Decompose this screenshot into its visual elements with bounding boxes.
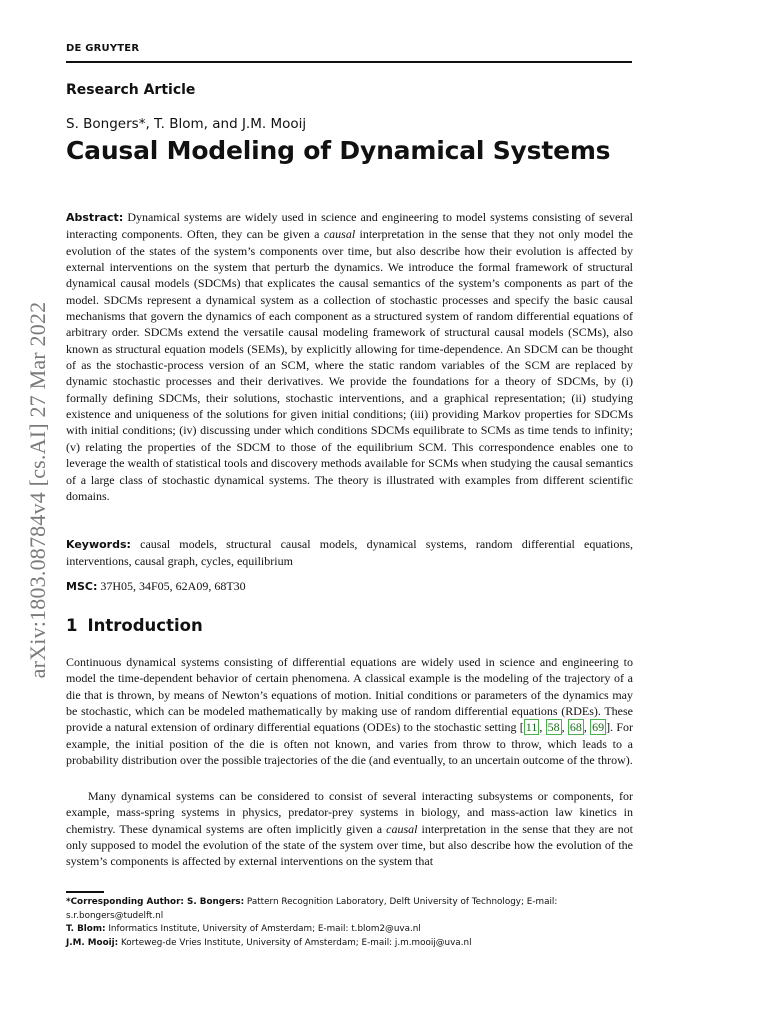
keywords-text: causal models, structural causal models, dynamical systems, random differential equations, interventions, causal graph, cycles, equilibrium	[66, 537, 634, 569]
intro-p2-text-2: interpretation in the sense that they are not only supposed to model the evolution of the state of the system over time, but also describe how the evolution of the system’s components is affected by external interventions on the system that	[66, 821, 633, 869]
intro-p2-emphasis: causal	[386, 821, 418, 836]
keywords	[66, 536, 633, 570]
citation-link[interactable]: 58	[547, 720, 560, 735]
article-type: Research Article	[66, 82, 196, 98]
intro-p1-text-2: ]. For example, the initial position of the die is often not known, and varies from throw to throw, which leads to a probability distribution over the possible trajectories of the die (and eventually, to an uncertain outcome of the throw).	[66, 720, 634, 768]
header-rule	[66, 61, 632, 63]
footnote-label: *Corresponding Author: S. Bongers:	[66, 897, 245, 907]
abstract-text-part-2: interpretation in the sense that they not only model the evolution of the states of the system’s components over time, but also describe how their evolution is affected by external interventions on the system that perturb the dynamics. We introduce the formal framework of structural dynamical causal models (SDCMs) that explicates the causal semantics of the system’s components as part of the model. SDCMs represent a dynamical system as a collection of stochastic processes and specify the basic causal mechanisms that govern the dynamics of each component as a structured system of random differential equations of arbitrary order. SDCMs extend the versatile causal modeling framework of structural causal models (SCMs), also known as structural equation models (SEMs), by explicitly allowing for time-dependence. An SDCM can be thought of as the stochastic-process version of an SCM, where the static random variables of the SCM are replaced by dynamic stochastic processes and their derivatives. We provide the foundations for a theory of SDCMs, by (i) formally defining SDCMs, their solutions, stochastic interventions, and a graphical representation; (ii) studying existence and uniqueness of the solutions for given initial conditions; (iii) providing Markov properties for SDCMs with initial conditions; (iv) discussing under which conditions SDCMs equilibrate to SCMs as time tends to infinity; (v) relating the properties of the SDCM to those of the equilibrium SCM. This correspondence enables one to leverage the wealth of statistical tools and discovery methods available for SCMs when studying the causal semantics of a large class of stochastic dynamical systems. The theory is illustrated with examples from different scientific domains.	[66, 227, 633, 503]
msc-text: 37H05, 34F05, 62A09, 68T30	[100, 579, 246, 593]
author-list: S. Bongers*, T. Blom, and J.M. Mooij	[66, 116, 307, 132]
abstract	[66, 209, 633, 504]
arxiv-identifier: arXiv:1803.08784v4 [cs.AI] 27 Mar 2022	[25, 301, 50, 679]
citation-link[interactable]: 69	[592, 720, 605, 735]
citation-link[interactable]: 11	[525, 720, 538, 735]
intro-paragraph-2	[66, 788, 633, 870]
footnote-text: Korteweg-de Vries Institute, University of Amsterdam; E-mail: j.m.mooij@uva.nl	[118, 938, 472, 948]
msc-codes	[66, 578, 633, 595]
footnote-label: T. Blom:	[66, 924, 106, 934]
section-number: 1	[66, 616, 78, 635]
footnote-author-3	[66, 937, 636, 951]
abstract-emphasis: causal	[323, 227, 356, 242]
footnote-label: J.M. Mooij:	[66, 938, 119, 948]
msc-label: MSC:	[66, 580, 98, 593]
keywords-label: Keywords:	[66, 538, 131, 551]
section-heading	[66, 616, 203, 635]
section-title: Introduction	[87, 616, 203, 635]
footnote-corresponding-author	[66, 896, 636, 923]
intro-p1-text-1: Continuous dynamical systems consisting of differential equations are widely used in science and engineering to model the time-dependent behavior of certain phenomena. A classical example is the modeling of the trajectory of a die that is thrown, by means of Newton’s equations of motion. Initial conditions or parameters of the dynamics may be stochastic, which can be modeled mathematically by making use of random differential equations (RDEs). These provide a natural extension of ordinary differential equations (ODEs) to the stochastic setting [	[66, 655, 633, 735]
intro-p2-text-1: Many dynamical systems can be considered to consist of several interacting subsystems or components, for example, mass-spring systems in physics, predator-prey systems in biology, and mass-action law kinetics in chemistry. These dynamical systems are often implicitly given a	[66, 789, 633, 836]
citation-link[interactable]: 68	[569, 720, 582, 735]
footnote-text: Informatics Institute, University of Amsterdam; E-mail: t.blom2@uva.nl	[105, 924, 421, 934]
paper-title: Causal Modeling of Dynamical Systems	[66, 136, 611, 165]
footnote-text: Pattern Recognition Laboratory, Delft University of Technology; E-mail: s.r.bongers@tudelft.nl	[66, 897, 558, 921]
abstract-label: Abstract:	[66, 211, 124, 224]
footnote-rule	[66, 891, 104, 893]
publisher-name: DE GRUYTER	[66, 43, 140, 54]
intro-paragraph-1: Continuous dynamical systems consisting of differential equations are widely used in science and engineering to model the time-dependent behavior of certain phenomena. A classical example is the modeling of the trajectory of a die that is thrown, by means of Newton’s equations of motion. Initial conditions or parameters of the dynamics may be stochastic, which can be modeled mathematically by making use of random differential equations (RDEs). These provide a natural extension of ordinary differential equations (ODEs) to the stochastic setting [ 11 , 58 , 68 , 69 ]. For example, the initial position of the die is often not known, and varies from throw to throw, which leads to a probability distribution over the possible trajectories of the die (and eventually, to an uncertain outcome of the throw).	[66, 655, 634, 768]
footnote-author-2	[66, 923, 636, 937]
abstract-text-part-1: Dynamical systems are widely used in science and engineering to model systems consisting of several interacting components. Often, they can be given a	[66, 210, 634, 242]
